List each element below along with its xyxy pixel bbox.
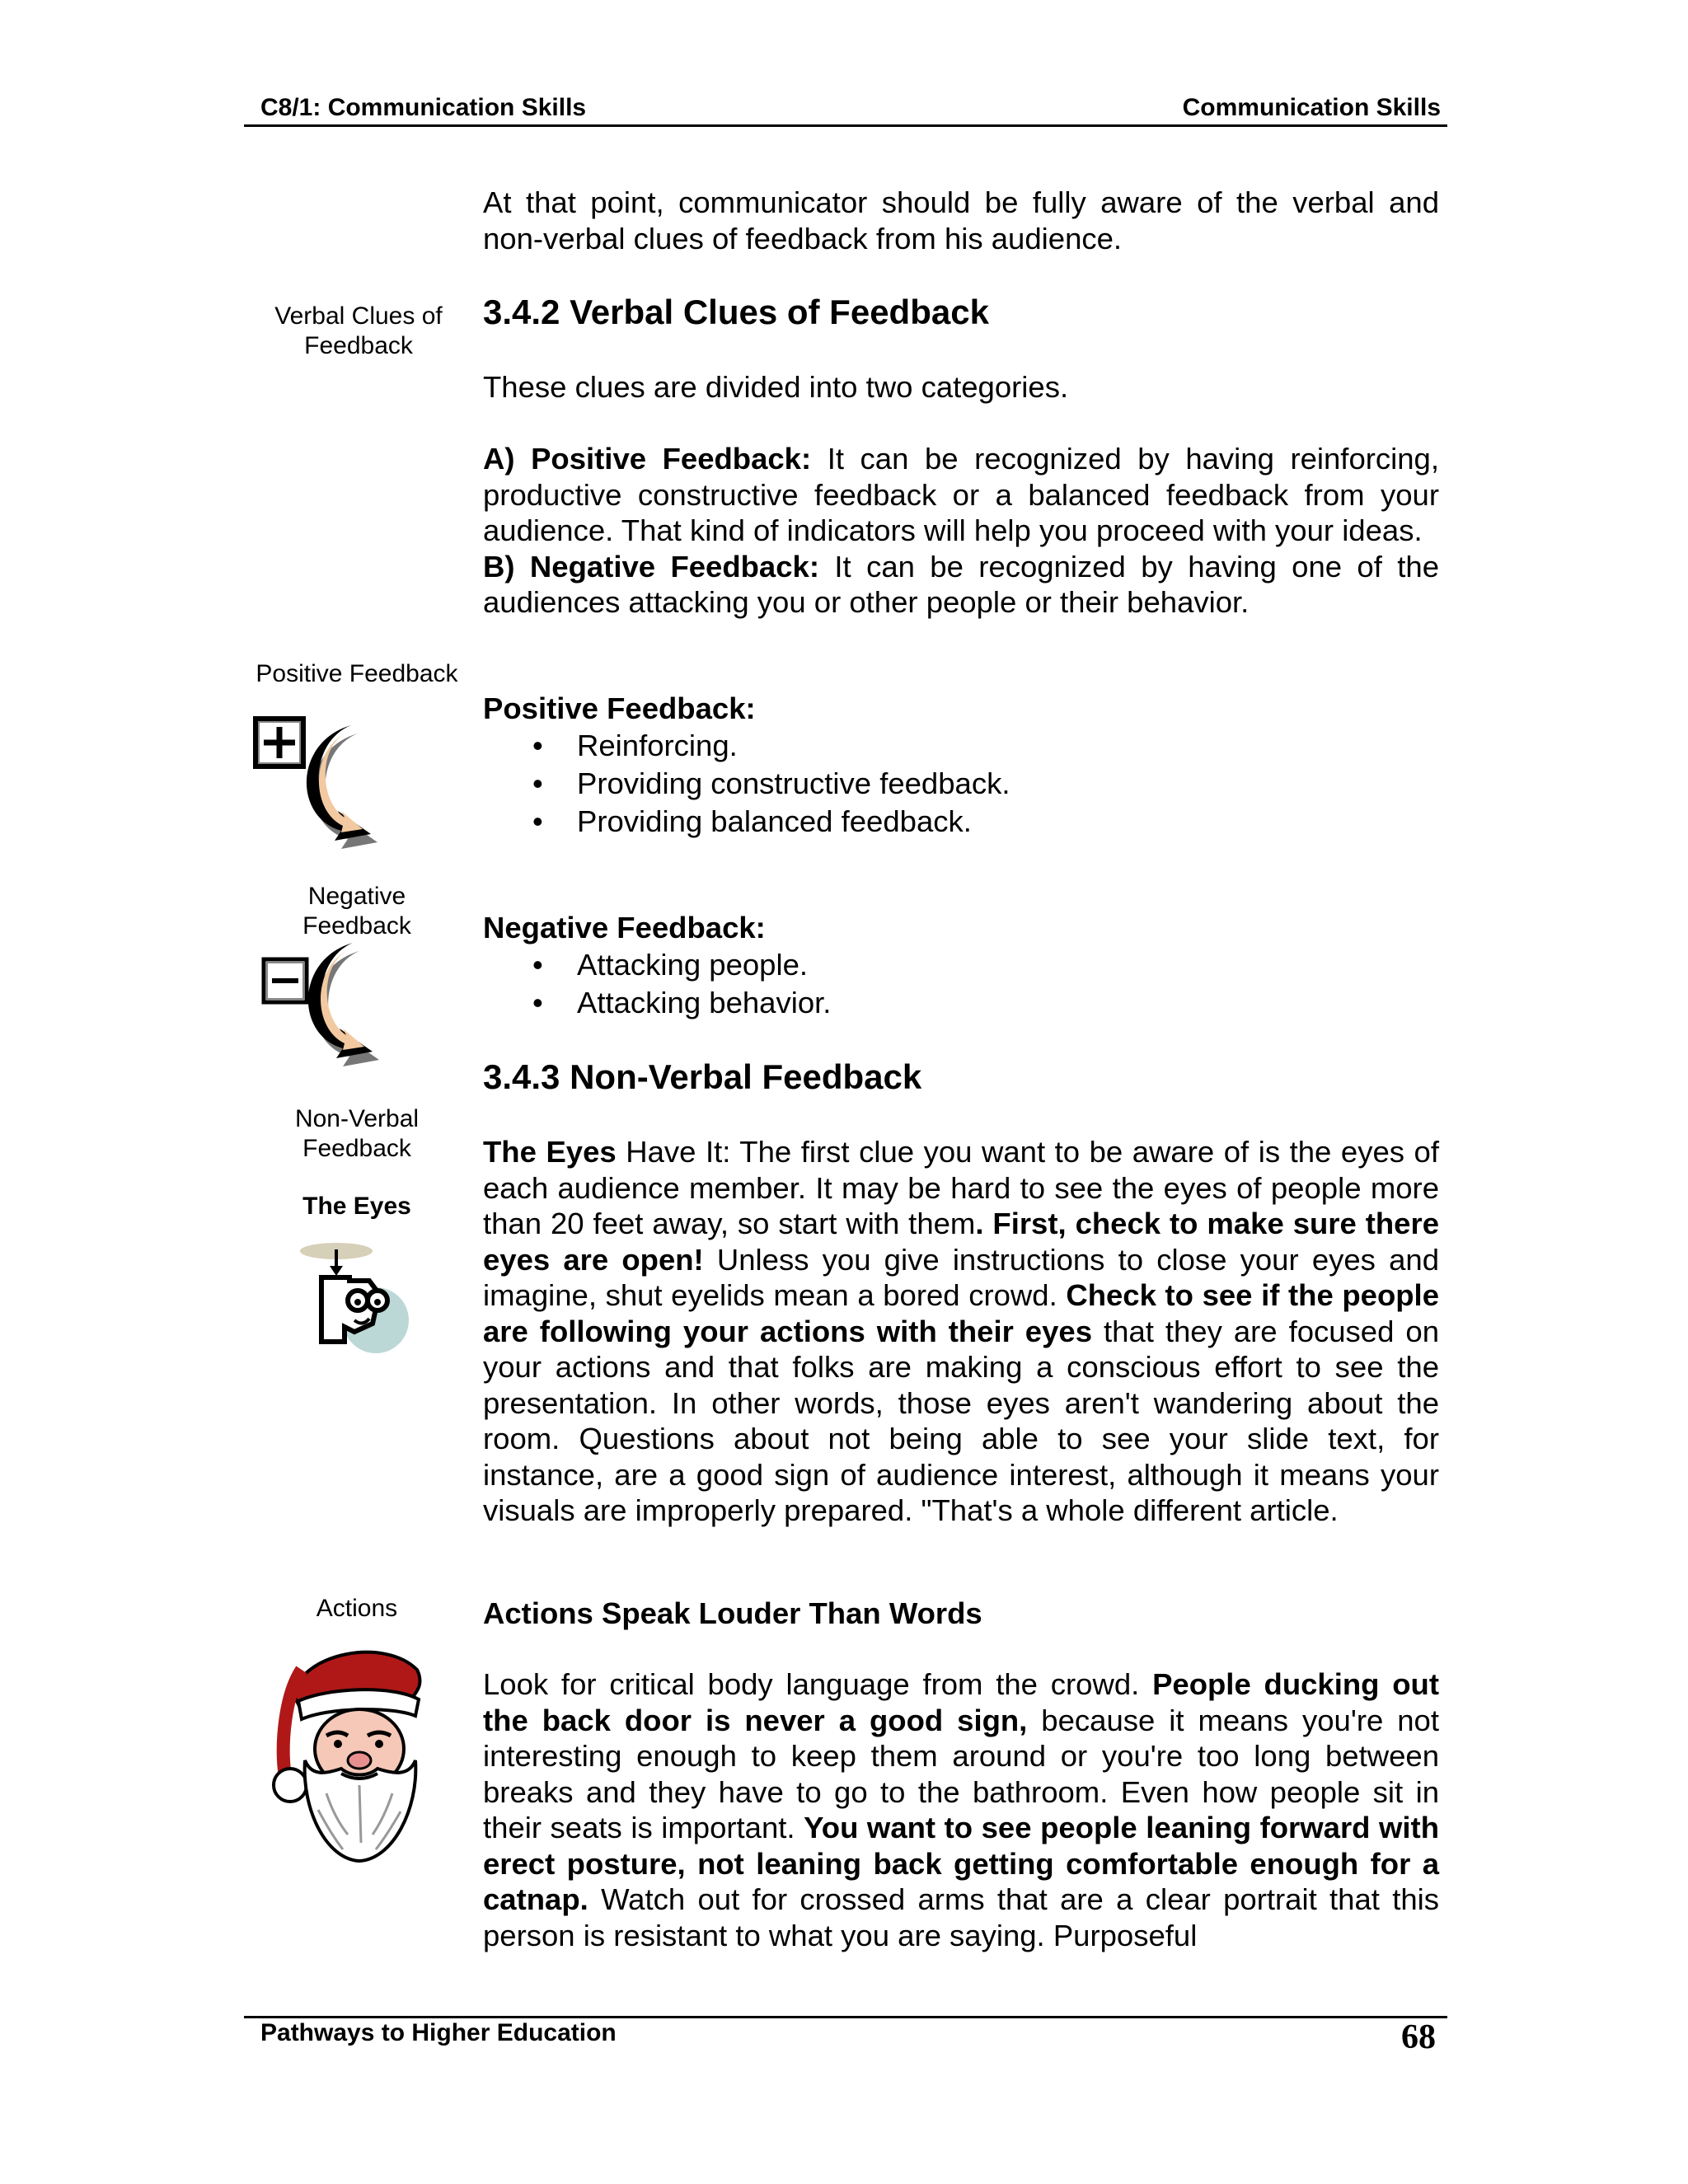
eyes-text-3: that they are focused on your actions and that folks are making a conscious effort to see the presentation. In other words, those eyes aren't wandering about the room. Questions about not being able to see your slide text, for instance, are a good sign of audience interest, although it means your visuals are improperly prepared. "That's a whole different article. — [483, 1314, 1439, 1527]
eyes-bold-2: Check to see if the people are following your actions with their eyes — [483, 1278, 1439, 1348]
page-number: 68 — [1401, 2018, 1436, 2056]
negative-category-text — [483, 549, 1439, 621]
actions-bold-2: You want to see people leaning forward with erect posture, not leaning back getting comfortable enough for a catnap. — [483, 1811, 1439, 1916]
eyes-paragraph — [483, 1134, 1439, 1529]
margin-note-the-eyes: The Eyes — [302, 1193, 411, 1220]
list-item: • Reinforcing. — [483, 727, 1439, 765]
eyes-bold-lead: The Eyes — [483, 1135, 617, 1169]
positive-category-desc: It can be recognized by having reinforcing, productive constructive feedback or a balanced feedback from your audience. That kind of indicators will help you proceed with your ideas. — [483, 442, 1440, 547]
positive-feedback-list-block — [483, 691, 1439, 841]
positive-feedback-title: Positive Feedback: — [483, 691, 756, 725]
actions-text-1: Look for critical body language from the crowd. — [483, 1667, 1153, 1701]
section-heading-3-4-3: 3.4.3 Non-Verbal Feedback — [483, 1057, 922, 1096]
eyes-text-2: Unless you give instructions to close your eyes and imagine, shut eyelids mean a bored crowd. — [483, 1242, 1439, 1312]
margin-note-actions: Actions — [316, 1595, 398, 1622]
eyes-text-1: Have It: The first clue you want to be aware of is the eyes of each audience member. It may be hard to see the eyes of people more than 20 feet away, so start with them — [483, 1135, 1439, 1240]
actions-text — [483, 1666, 1439, 1953]
header-right-title: Communication Skills — [1182, 94, 1441, 121]
header-left-title: C8/1: Communication Skills — [260, 94, 587, 121]
actions-text-2: because it means you're not interesting enough to keep them around or you're too long between breaks and they have to go to the bathroom. Even how people sit in their seats is important. — [483, 1703, 1439, 1844]
negative-category-desc: It can be recognized by having one of the audiences attacking you or other people or their behavior. — [483, 549, 1440, 619]
list-item: • Attacking behavior. — [483, 984, 1439, 1022]
positive-feedback-list — [483, 727, 1439, 841]
categories-paragraph — [483, 441, 1439, 621]
negative-feedback-list — [483, 946, 1439, 1022]
negative-feedback-title: Negative Feedback: — [483, 911, 766, 944]
santa-face-icon — [269, 1637, 442, 1868]
section-3-4-2 — [483, 292, 1439, 333]
section-heading-3-4-2: 3.4.2 Verbal Clues of Feedback — [483, 293, 989, 331]
eyes-text — [483, 1134, 1439, 1529]
actions-bold-1: People ducking out the back door is never a good sign, — [483, 1667, 1439, 1737]
margin-note-non-verbal: Non-Verbal Feedback — [294, 1105, 420, 1162]
eyes-bold-1: . First, check to make sure there eyes are open! — [483, 1207, 1439, 1277]
eyes-face-icon — [297, 1244, 412, 1360]
positive-category-text — [483, 441, 1439, 549]
margin-note-positive: Positive Feedback — [256, 660, 458, 687]
footer-rule — [244, 2016, 1447, 2018]
margin-note-verbal-clues: Verbal Clues of Feedback — [274, 302, 443, 359]
header-rule — [244, 124, 1447, 127]
margin-note-negative: Negative Feedback — [302, 883, 411, 940]
intro-text: At that point, communicator should be fully aware of the verbal and non-verbal clues of feedback from his audience. — [483, 185, 1439, 255]
list-item: • Attacking people. — [483, 946, 1439, 984]
list-item: • Providing constructive feedback. — [483, 765, 1439, 803]
minus-box-arrow-icon — [260, 935, 384, 1075]
intro-paragraph — [483, 185, 1439, 256]
footer-title: Pathways to Higher Education — [260, 2019, 617, 2046]
lead-text: These clues are divided into two categories. — [483, 370, 1069, 404]
list-item: • Providing balanced feedback. — [483, 803, 1439, 841]
section-3-4-2-lead — [483, 369, 1439, 405]
actions-heading-block — [483, 1596, 1439, 1632]
actions-paragraph — [483, 1666, 1439, 1953]
actions-text-3: Watch out for crossed arms that are a clear portrait that this person is resistant to what you are saying. Purposeful — [483, 1882, 1439, 1952]
actions-heading: Actions Speak Louder Than Words — [483, 1596, 982, 1630]
negative-feedback-list-block — [483, 910, 1439, 1022]
positive-category-label: A) Positive Feedback: — [483, 442, 812, 476]
plus-box-arrow-icon — [252, 709, 384, 857]
section-3-4-3 — [483, 1057, 1439, 1098]
negative-category-label: B) Negative Feedback: — [483, 549, 819, 583]
